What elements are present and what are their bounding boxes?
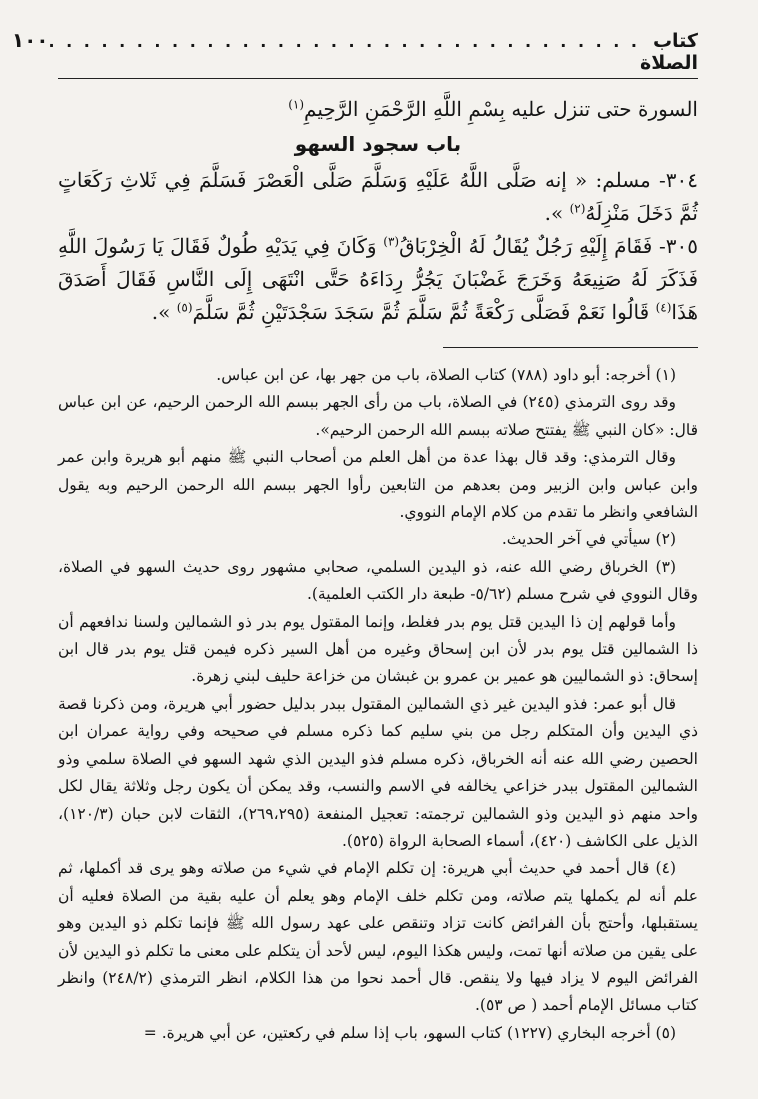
page-number: ١٠٠ (11, 28, 49, 52)
intro-line (58, 93, 698, 126)
footnote-ref: (١) (288, 97, 305, 112)
hadith-text: وَكَانَ فِي يَدَيْهِ طُولٌ فَقَالَ يَا رَسُولَ اللَّهِ فَذَكَرَ لَهُ صَنِيعَهُ وَخَرَجَ غَضْبَانَ يَجُرُّ رِدَاءَهُ حَتَّى انْتَهَى إِلَى النَّاسِ فَقَالَ أَصَدَقَ هَذَا (58, 234, 698, 324)
hadith-text: قَالُوا نَعَمْ فَصَلَّى رَكْعَةً ثُمَّ سَلَّمَ ثُمَّ سَجَدَ سَجْدَتَيْنِ ثُمَّ سَلَّمَ (192, 300, 656, 324)
hadith-end: ». (151, 300, 177, 324)
chapter-title: باب سجود السهو (294, 132, 462, 156)
footnote-1: (١) أخرجه: أبو داود (٧٨٨) كتاب الصلاة، باب من جهر بها، عن ابن عباس. (216, 366, 676, 384)
footnote-ref: (٥) (176, 300, 193, 315)
running-header (11, 28, 698, 79)
hadith-text: ٣٠٥- فَقَامَ إِلَيْهِ رَجُلٌ يُقَالُ لَهُ الْخِرْبَاقُ (399, 234, 699, 258)
footnote-ref: (٤) (655, 300, 672, 315)
footnote-1-continued: وقد روى الترمذي (٢٤٥) في الصلاة، باب من رأى الجهر ببسم الله الرحمن الرحيم، عن ابن عباس قال: «كان النبي ﷺ يفتتح صلاته ببسم الله الرحمن الرحيم». (58, 393, 698, 439)
footnote-ref: (٢) (569, 201, 586, 216)
main-text (58, 93, 698, 329)
book-section-title: كتاب الصلاة (639, 30, 698, 74)
intro-text: السورة حتى تنزل عليه بِسْمِ اللَّهِ الرَّحْمَنِ الرَّحِيمِ (304, 97, 698, 121)
header-dot-leader: . . . . . . . . . . . . . . . . . . . . . . . . . . . . . . . . . . (48, 32, 640, 51)
hadith-305 (58, 230, 698, 329)
footnote-ref: (٣) (383, 234, 400, 249)
footnote-1-continued: وقال الترمذي: وقد قال بهذا عدة من أهل العلم من أصحاب النبي ﷺ منهم أبو هريرة وابن عمر وابن عباس وابن الزبير ومن بعدهم من التابعين رأوا الجهر ببسم الله الرحمن الرحيم وبه يقول الشافعي وانظر ما تقدم من كلام الإمام النووي. (58, 448, 698, 522)
footnote-4: (٤) قال أحمد في حديث أبي هريرة: إن تكلم الإمام في شيء من صلاته وهو يرى قد أكملها، ثم علم أنه لم يكملها يتم صلاته، ومن تكلم خلف الإمام وهو يعلم أن عليه بقية من الصلاة فعليه أن يستقبلها، وأحتج بأن الفرائض كانت تزاد وتنقص على عهد رسول الله ﷺ فإنما تكلم ذو اليدين وهو على يقين من صلاته أنها تمت، وليس هكذا اليوم، ليس لأحد أن يتكلم على معنى ما تكلم ذو اليدين لأن الفرائض اليوم لا يزاد فيها ولا ينقص. قال أحمد نحوا من هذا الكلام، انظر الترمذي (٢٤٨/٢) وانظر كتاب مسائل الإمام أحمد ( ص ٥٣). (58, 859, 698, 1015)
hadith-text: ٣٠٤- مسلم: « إنه صَلَّى اللَّهُ عَلَيْهِ وَسَلَّمَ صَلَّى الْعَصْرَ فَسَلَّمَ فِي ثَلاثِ رَكَعَاتٍ ثُمَّ دَخَلَ مَنْزِلَهُ (58, 168, 698, 225)
footnote-3-continued: قال أبو عمر: فذو اليدين غير ذي الشمالين المقتول ببدر بدليل حضور أبي هريرة، ومن ذكرنا قصة ذي اليدين وأن المتكلم رجل من بني سليم كما ذكره مسلم في صحيحه وفي رواية عمران ابن الحصين رضي الله عنه أنه الخرباق، ذكره مسلم فذو اليدين الذي شهد السهو في الصلاة سلمي وذو الشمالين المقتول ببدر خزاعي يخالفه في الاسم والنسب، وقد يمكن أن يكون رجل وثلاثة يقال لكل واحد منهم ذو اليدين وذو الشمالين ترجمته: تعجيل المنفعة (٢٦٩،٢٩٥)، الثقات لابن حبان (١٢٠/٣)، الذيل على الكاشف (٤٢٠)، أسماء الصحابة الرواة (٥٢٥). (58, 694, 699, 850)
footnote-2: (٢) سيأتي في آخر الحديث. (501, 530, 676, 549)
hadith-304 (58, 164, 698, 230)
footnote-3-continued: وأما قولهم إن ذا اليدين قتل يوم بدر فغلط، وإنما المقتول يوم بدر ذو الشمالين ولسنا ندافعهم أن ذا الشمالين قتل يوم بدر لأن ابن إسحاق وغيره من أهل السير ذكره فيمن قتل يوم بدر قال ابن إسحاق: ذو الشماليين هو عمير بن عمرو بن غبشان من خزاعة حليف لبني زهرة. (58, 612, 698, 686)
footnote-separator (443, 347, 698, 348)
footnote-5: (٥) أخرجه البخاري (١٢٢٧) كتاب السهو، باب إذا سلم في ركعتين، عن أبي هريرة. = (143, 1023, 676, 1042)
footnotes (58, 362, 698, 1047)
hadith-end: ». (544, 201, 570, 225)
footnote-3: (٣) الخرباق رضي الله عنه، ذو اليدين السلمي، صحابي مشهور روى حديث السهو في الصلاة، وقال النووي في شرح مسلم (٥/٦٢- طبعة دار الكتب العلمية). (58, 557, 698, 604)
